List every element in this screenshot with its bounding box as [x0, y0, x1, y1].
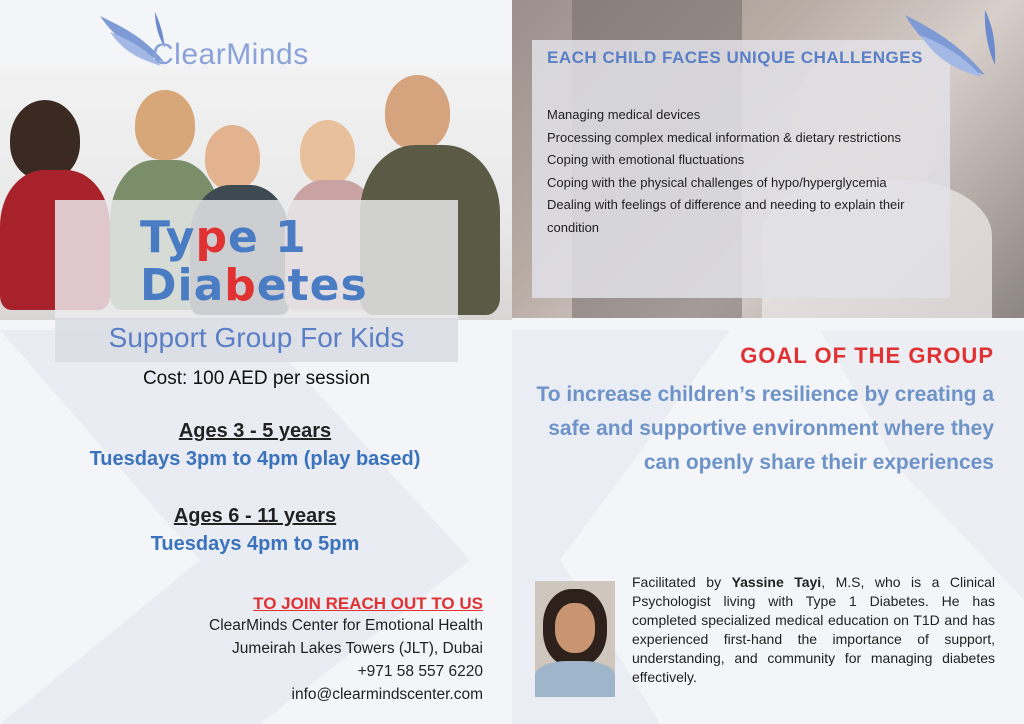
goal-heading: GOAL OF THE GROUP — [740, 343, 994, 368]
facilitator-photo — [535, 581, 615, 697]
brand-name: ClearMinds — [152, 38, 309, 71]
ages-group-1: Ages 3 - 5 years — [178, 420, 332, 442]
challenge-item: Coping with emotional fluctuations — [547, 152, 745, 167]
join-heading: TO JOIN REACH OUT TO US — [253, 594, 483, 613]
challenges-title: EACH CHILD FACES UNIQUE CHALLENGES — [547, 48, 923, 67]
times-group-1: Tuesdays 3pm to 4pm (play based) — [89, 448, 421, 470]
wing-icon — [900, 5, 1010, 80]
challenge-item: Dealing with feelings of difference and needing to explain their condition — [547, 197, 905, 235]
title-line-1: Type 1 — [140, 212, 307, 263]
cost-text: Cost: 100 AED per session — [142, 368, 371, 389]
challenge-item: Processing complex medical information & dietary restrictions — [547, 129, 902, 145]
title-line-2: Diabetes — [140, 260, 368, 311]
goal-text: To increase children’s resilience by creating a safe and supportive environment where they can openly share their experiences — [536, 383, 994, 474]
facilitator-bio: Facilitated by Yassine Tayi, M.S, who is a Clinical Psychologist living with Type 1 Diabetes. He has completed specialized medical education on T1D and has experienced first-hand the importance of support, understanding, and community for managing diabetes effectively. — [632, 574, 996, 685]
challenge-item: Coping with the physical challenges of hypo/hyperglycemia — [547, 174, 887, 190]
contact-org: ClearMinds Center for Emotional Health — [209, 617, 483, 634]
times-group-2: Tuesdays 4pm to 5pm — [150, 533, 360, 555]
subtitle: Support Group For Kids — [108, 322, 405, 353]
contact-email[interactable]: info@clearmindscenter.com — [291, 686, 483, 703]
contact-phone[interactable]: +971 58 557 6220 — [357, 663, 483, 680]
challenges-list — [547, 104, 942, 239]
contact-address: Jumeirah Lakes Towers (JLT), Dubai — [232, 640, 483, 657]
challenge-item: Managing medical devices — [547, 107, 701, 122]
ages-group-2: Ages 6 - 11 years — [173, 505, 337, 527]
facilitator-name: Yassine Tayi — [731, 574, 822, 590]
